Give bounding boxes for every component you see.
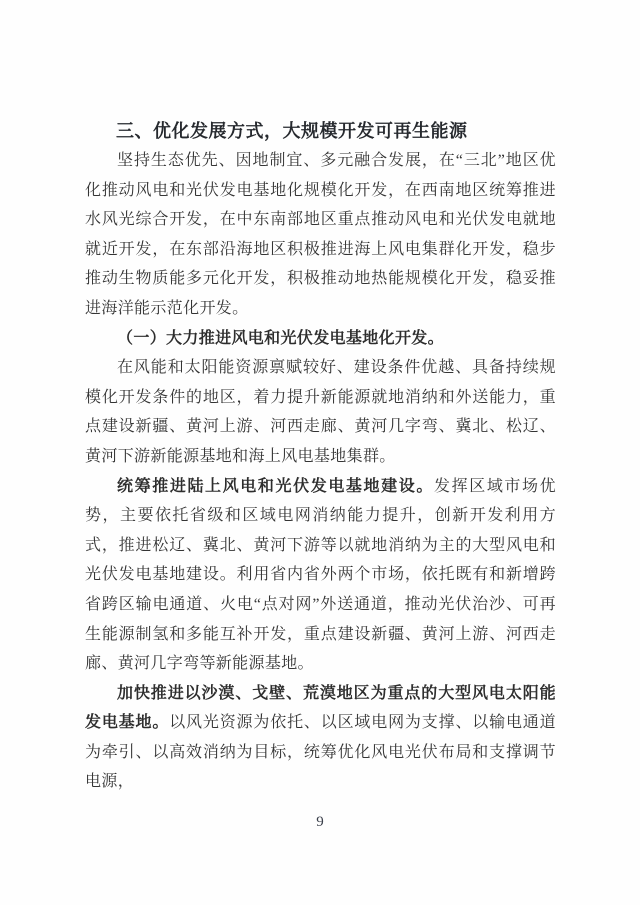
paragraph [85, 353, 556, 471]
paragraph-lead: 统筹推进陆上风电和光伏发电基地建设。 [117, 477, 434, 495]
paragraph-lead: 加快推进以沙漠、戈壁、荒漠地区为重点的大型风电太阳能发电基地。 [85, 684, 556, 732]
paragraph [85, 146, 556, 324]
paragraph-text: 发挥区域市场优势，主要依托省级和区域电网消纳能力提升，创新开发利用方式，推进松辽、冀北、黄河下游等以就地消纳为主的大型风电和光伏发电基地建设。利用省内省外两个市场，依托既有和新增跨省跨区输电通道、火电“点对网”外送通道，推动光伏治沙、可再生能源制氢和多能互补开发，重点建设新疆、黄河上游、河西走廊、黄河几字弯等新能源基地。 [85, 477, 556, 673]
paragraph [85, 472, 556, 679]
paragraph-text: 在风能和太阳能资源禀赋较好、建设条件优越、具备持续规模化开发条件的地区，着力提升新能源就地消纳和外送能力，重点建设新疆、黄河上游、河西走廊、黄河几字弯、冀北、松辽、黄河下游新能源基地和海上风电基地集群。 [85, 359, 556, 465]
subsection-heading: （一）大力推进风电和光伏发电基地化开发。 [117, 329, 445, 347]
paragraph-text: 以风光资源为依托、以区域电网为支撑、以输电通道为牵引、以高效消纳为目标，统筹优化风电光伏布局和支撑调节电源， [85, 714, 556, 791]
section-heading: 三、优化发展方式，大规模开发可再生能源 [115, 121, 468, 141]
page-number: 9 [316, 814, 324, 830]
paragraph-text: 坚持生态优先、因地制宜、多元融合发展，在“三北”地区优化推动风电和光伏发电基地化规模化开发，在西南地区统筹推进水风光综合开发，在中东南部地区重点推动风电和光伏发电就地就近开发，在东部沿海地区积极推进海上风电集群化开发，稳步推动生物质能多元化开发，积极推动地热能规模化开发，稳妥推进海洋能示范化开发。 [85, 152, 556, 317]
paragraph [85, 679, 556, 797]
